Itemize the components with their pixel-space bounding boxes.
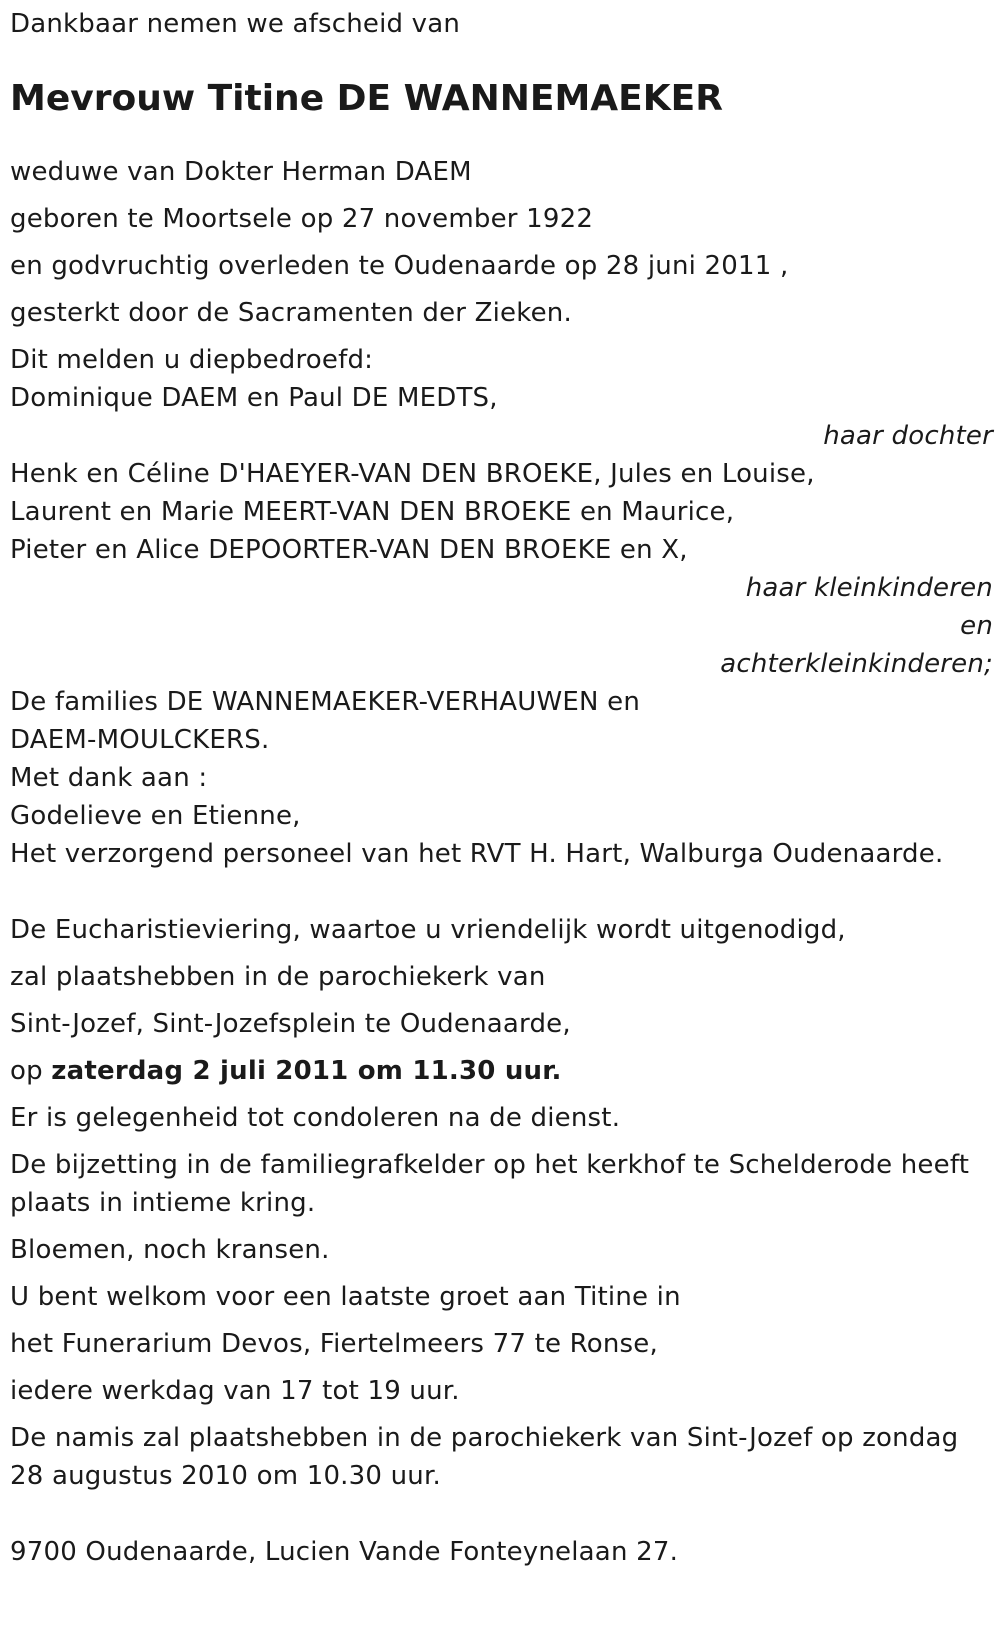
thanks-heading: Met dank aan : (10, 763, 208, 793)
announcement-text: Dit melden u diepbedroefd: (10, 345, 374, 375)
thanks-line: Het verzorgend personeel van het RVT H. Hart, Walburga Oudenaarde. (10, 839, 944, 869)
detail-sacraments: gesterkt door de Sacramenten der Zieken. (10, 298, 572, 328)
detail-widow: weduwe van Dokter Herman DAEM (10, 157, 472, 187)
grandchildren-relation: haar kleinkinderen (745, 573, 993, 603)
service-date-prefix: op (10, 1056, 52, 1086)
condolences-text: Er is gelegenheid tot condoleren na de dienst. (10, 1103, 621, 1133)
service-line: Sint-Jozef, Sint-Jozefsplein te Oudenaarde, (10, 1009, 571, 1039)
visit-line: het Funerarium Devos, Fiertelmeers 77 te Ronse, (10, 1329, 658, 1359)
visit-line: iedere werkdag van 17 tot 19 uur. (10, 1376, 460, 1406)
great-grandchildren-relation: achterkleinkinderen; (720, 649, 993, 679)
visit-line: U bent welkom voor een laatste groet aan Titine in (10, 1282, 681, 1312)
families-line: De families DE WANNEMAEKER-VERHAUWEN en (10, 687, 641, 717)
grandchildren-line: Laurent en Marie MEERT-VAN DEN BROEKE en Maurice, (10, 497, 735, 527)
burial-text: De bijzetting in de familiegrafkelder op het kerkhof te Schelderode heeft plaats in intieme kring. (10, 1150, 970, 1218)
namis-text: De namis zal plaatshebben in de parochiekerk van Sint-Jozef op zondag 28 augustus 2010 om 10.30 uur. (10, 1423, 959, 1491)
intro-text: Dankbaar nemen we afscheid van (10, 9, 461, 39)
daughter-relation: haar dochter (823, 421, 993, 451)
address-text: 9700 Oudenaarde, Lucien Vande Fonteynelaan 27. (10, 1537, 679, 1567)
flowers-text: Bloemen, noch kransen. (10, 1235, 330, 1265)
grandchildren-relation-and: en (960, 611, 993, 641)
service-line: zal plaatshebben in de parochiekerk van (10, 962, 546, 992)
service-line: De Eucharistieviering, waartoe u vriendelijk wordt uitgenodigd, (10, 915, 846, 945)
deceased-name: Mevrouw Titine DE WANNEMAEKER (10, 78, 723, 119)
grandchildren-line: Henk en Céline D'HAEYER-VAN DEN BROEKE, Jules en Louise, (10, 459, 815, 489)
service-date-bold: zaterdag 2 juli 2011 om 11.30 uur. (51, 1056, 562, 1086)
thanks-line: Godelieve en Etienne, (10, 801, 301, 831)
detail-born: geboren te Moortsele op 27 november 1922 (10, 204, 594, 234)
service-date (10, 1052, 995, 1090)
families-line: DAEM-MOULCKERS. (10, 725, 270, 755)
daughter-names: Dominique DAEM en Paul DE MEDTS, (10, 383, 498, 413)
obituary-document (10, 0, 995, 1571)
grandchildren-line: Pieter en Alice DEPOORTER-VAN DEN BROEKE en X, (10, 535, 688, 565)
detail-died: en godvruchtig overleden te Oudenaarde op 28 juni 2011 , (10, 251, 789, 281)
